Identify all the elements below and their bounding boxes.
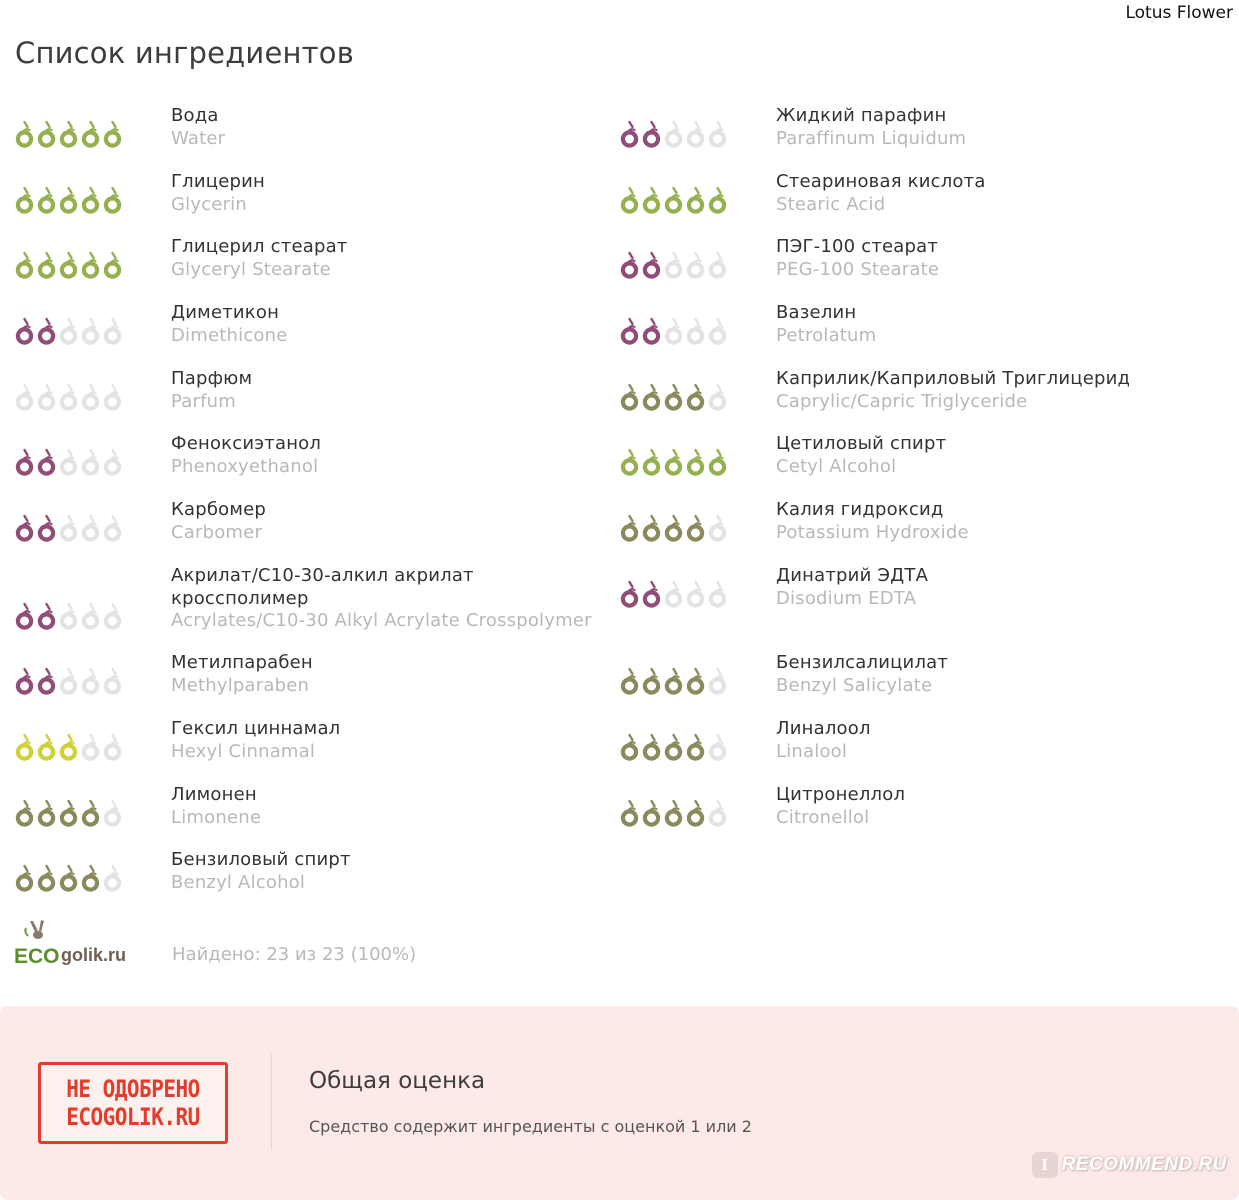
ingredient-name-ru-line2: кроссполимер (171, 587, 309, 609)
droplet-rating-icon (685, 580, 706, 608)
ingredient-name-ru: Линалоол (776, 718, 871, 739)
ingredient-rating (619, 797, 731, 827)
droplet-rating-icon (663, 514, 684, 542)
droplet-rating-icon (36, 602, 57, 630)
ingredient-rating (14, 665, 126, 695)
droplet-rating-icon (14, 186, 35, 214)
ingredient-name-ru: Каприлик/Каприловый Триглицерид (776, 368, 1131, 389)
ingredient-name-en: Hexyl Cinnamal (171, 740, 316, 762)
ingredient-name-en: Petrolatum (776, 324, 877, 346)
droplet-rating-icon (80, 317, 101, 345)
droplet-rating-icon (685, 448, 706, 476)
ingredient-name-en: Methylparaben (171, 674, 310, 696)
ingredient-name-ru: Глицерин (171, 171, 265, 192)
page-title: Список ингредиентов (15, 36, 354, 70)
ingredient-name-ru: Цитронеллол (776, 784, 906, 805)
droplet-rating-icon (36, 799, 57, 827)
droplet-rating-icon (36, 251, 57, 279)
droplet-rating-icon (102, 667, 123, 695)
ingredient-name-en: Linalool (776, 740, 848, 762)
droplet-rating-icon (14, 864, 35, 892)
droplet-rating-icon (102, 864, 123, 892)
droplet-rating-icon (80, 864, 101, 892)
droplet-rating-icon (707, 120, 728, 148)
ingredient-name-ru: Калия гидроксид (776, 499, 944, 520)
ecogolik-logo[interactable] (14, 918, 154, 968)
droplet-rating-icon (14, 667, 35, 695)
not-approved-stamp: НЕ ОДОБРЕНО ECOGOLIK.RU (38, 1062, 228, 1144)
droplet-rating-icon (641, 120, 662, 148)
ingredient-name-en: Disodium EDTA (776, 587, 917, 609)
ingredient-rating (619, 249, 731, 279)
droplet-rating-icon (641, 667, 662, 695)
ingredient-name-ru: Бензиловый спирт (171, 849, 351, 870)
ingredient-name-en: Glyceryl Stearate (171, 258, 331, 280)
droplet-rating-icon (707, 448, 728, 476)
ingredient-name-en: Parfum (171, 390, 236, 412)
ingredient-name-en: Stearic Acid (776, 193, 886, 215)
droplet-rating-icon (36, 120, 57, 148)
droplet-rating-icon (663, 667, 684, 695)
ingredient-rating (619, 381, 731, 411)
droplet-rating-icon (641, 383, 662, 411)
droplet-rating-icon (14, 733, 35, 761)
droplet-rating-icon (80, 667, 101, 695)
divider (271, 1054, 272, 1150)
droplet-rating-icon (663, 383, 684, 411)
droplet-rating-icon (707, 733, 728, 761)
droplet-rating-icon (663, 580, 684, 608)
droplet-rating-icon (36, 186, 57, 214)
droplet-rating-icon (707, 580, 728, 608)
droplet-rating-icon (619, 186, 640, 214)
droplet-rating-icon (58, 383, 79, 411)
ingredient-name-ru: Феноксиэтанол (171, 433, 322, 454)
droplet-rating-icon (619, 799, 640, 827)
droplet-rating-icon (36, 448, 57, 476)
droplet-rating-icon (58, 448, 79, 476)
ingredient-rating (14, 862, 126, 892)
droplet-rating-icon (80, 799, 101, 827)
verdict-title: Общая оценка (309, 1068, 486, 1094)
ingredient-rating (14, 381, 126, 411)
droplet-rating-icon (58, 602, 79, 630)
droplet-rating-icon (102, 251, 123, 279)
ingredient-rating (619, 315, 731, 345)
ingredient-rating (619, 446, 731, 476)
droplet-rating-icon (641, 514, 662, 542)
ingredient-rating (619, 512, 731, 542)
droplet-rating-icon (685, 317, 706, 345)
droplet-rating-icon (14, 602, 35, 630)
droplet-rating-icon (641, 733, 662, 761)
droplet-rating-icon (14, 799, 35, 827)
droplet-rating-icon (707, 667, 728, 695)
droplet-rating-icon (619, 251, 640, 279)
ingredient-name-en: Water (171, 127, 226, 149)
droplet-rating-icon (663, 733, 684, 761)
droplet-rating-icon (641, 317, 662, 345)
ingredient-name-ru: Диметикон (171, 302, 280, 323)
ingredient-name-en: Limonene (171, 806, 262, 828)
droplet-rating-icon (58, 317, 79, 345)
droplet-rating-icon (707, 186, 728, 214)
droplet-rating-icon (685, 514, 706, 542)
ingredient-name-en: Dimethicone (171, 324, 288, 346)
droplet-rating-icon (619, 733, 640, 761)
droplet-rating-icon (36, 317, 57, 345)
ingredient-name-ru: Стеариновая кислота (776, 171, 986, 192)
ingredient-name-ru: Парфюм (171, 368, 253, 389)
droplet-rating-icon (80, 602, 101, 630)
droplet-rating-icon (36, 864, 57, 892)
watermark-text: RECOMMEND.RU (1061, 1154, 1227, 1175)
droplet-rating-icon (102, 733, 123, 761)
ingredient-name-ru: Лимонен (171, 784, 257, 805)
droplet-rating-icon (685, 733, 706, 761)
droplet-rating-icon (36, 667, 57, 695)
ingredient-name-en: PEG-100 Stearate (776, 258, 940, 280)
verdict-description: Средство содержит ингредиенты с оценкой 1 или 2 (309, 1117, 752, 1136)
droplet-rating-icon (641, 251, 662, 279)
droplet-rating-icon (619, 383, 640, 411)
droplet-rating-icon (58, 120, 79, 148)
ingredient-rating (619, 578, 731, 608)
ingredient-name-ru: Жидкий парафин (776, 105, 947, 126)
droplet-rating-icon (707, 317, 728, 345)
droplet-rating-icon (80, 383, 101, 411)
droplet-rating-icon (619, 667, 640, 695)
ingredient-name-ru: Вазелин (776, 302, 857, 323)
droplet-rating-icon (102, 383, 123, 411)
droplet-rating-icon (685, 120, 706, 148)
droplet-rating-icon (36, 383, 57, 411)
droplet-rating-icon (14, 448, 35, 476)
ingredient-rating (14, 315, 126, 345)
ingredient-name-ru: Цетиловый спирт (776, 433, 947, 454)
droplet-rating-icon (58, 514, 79, 542)
ingredient-rating (14, 797, 126, 827)
ingredient-rating (14, 512, 126, 542)
ingredient-name-en: Potassium Hydroxide (776, 521, 969, 543)
droplet-rating-icon (80, 733, 101, 761)
ingredient-rating (14, 731, 126, 761)
droplet-rating-icon (102, 448, 123, 476)
recommend-badge-icon: I (1032, 1152, 1058, 1178)
droplet-rating-icon (619, 580, 640, 608)
droplet-rating-icon (102, 120, 123, 148)
droplet-rating-icon (619, 120, 640, 148)
droplet-rating-icon (641, 799, 662, 827)
droplet-rating-icon (14, 120, 35, 148)
droplet-rating-icon (14, 251, 35, 279)
droplet-rating-icon (619, 317, 640, 345)
droplet-rating-icon (641, 186, 662, 214)
droplet-rating-icon (58, 799, 79, 827)
droplet-rating-icon (685, 251, 706, 279)
ingredient-name-en: Carbomer (171, 521, 263, 543)
ingredient-name-ru: Вода (171, 105, 219, 126)
droplet-rating-icon (14, 317, 35, 345)
ingredient-rating (619, 184, 731, 214)
ingredient-name-ru: Динатрий ЭДТА (776, 565, 929, 586)
ingredient-name-en: Paraffinum Liquidum (776, 127, 967, 149)
droplet-rating-icon (80, 186, 101, 214)
ingredient-name-ru: Глицерил стеарат (171, 236, 348, 257)
droplet-rating-icon (80, 448, 101, 476)
droplet-rating-icon (58, 251, 79, 279)
droplet-rating-icon (707, 251, 728, 279)
droplet-rating-icon (685, 383, 706, 411)
droplet-rating-icon (102, 799, 123, 827)
ingredient-name-ru: ПЭГ-100 стеарат (776, 236, 939, 257)
droplet-rating-icon (58, 864, 79, 892)
ingredient-name-en: Acrylates/C10-30 Alkyl Acrylate Crosspolymer (171, 610, 592, 631)
svg-text:ECO: ECO (14, 945, 60, 968)
droplet-rating-icon (102, 317, 123, 345)
droplet-rating-icon (707, 383, 728, 411)
ingredient-name-ru: Метилпарабен (171, 652, 313, 673)
ingredient-name-en: Caprylic/Capric Triglyceride (776, 390, 1028, 412)
droplet-rating-icon (685, 186, 706, 214)
droplet-rating-icon (707, 514, 728, 542)
ingredient-name-en: Glycerin (171, 193, 247, 215)
droplet-rating-icon (663, 186, 684, 214)
recommend-watermark (1032, 1152, 1227, 1178)
ingredient-rating (619, 665, 731, 695)
svg-text:golik.ru: golik.ru (61, 945, 127, 965)
droplet-rating-icon (641, 580, 662, 608)
droplet-rating-icon (36, 514, 57, 542)
droplet-rating-icon (58, 733, 79, 761)
ingredient-name-ru: Гексил циннамал (171, 718, 341, 739)
ingredient-rating (14, 118, 126, 148)
droplet-rating-icon (102, 514, 123, 542)
ingredient-rating (14, 249, 126, 279)
droplet-rating-icon (58, 186, 79, 214)
droplet-rating-icon (80, 514, 101, 542)
droplet-rating-icon (80, 120, 101, 148)
droplet-rating-icon (641, 448, 662, 476)
ingredient-name-ru: Бензилсалицилат (776, 652, 949, 673)
ingredient-rating (619, 731, 731, 761)
droplet-rating-icon (663, 799, 684, 827)
droplet-rating-icon (80, 251, 101, 279)
ingredient-name-ru: Акрилат/C10-30-алкил акрилат (171, 565, 474, 586)
ingredient-rating (14, 446, 126, 476)
droplet-rating-icon (14, 514, 35, 542)
ingredient-rating (14, 600, 126, 630)
droplet-rating-icon (663, 448, 684, 476)
droplet-rating-icon (619, 514, 640, 542)
ingredient-rating (619, 118, 731, 148)
droplet-rating-icon (619, 448, 640, 476)
brand-name: Lotus Flower (1125, 3, 1233, 23)
ingredient-rating (14, 184, 126, 214)
found-count: Найдено: 23 из 23 (100%) (172, 944, 417, 965)
ingredient-name-en: Citronellol (776, 806, 870, 828)
droplet-rating-icon (685, 799, 706, 827)
droplet-rating-icon (36, 733, 57, 761)
droplet-rating-icon (14, 383, 35, 411)
ingredient-name-ru: Карбомер (171, 499, 267, 520)
droplet-rating-icon (102, 602, 123, 630)
droplet-rating-icon (685, 667, 706, 695)
rabbit-icon (25, 920, 44, 939)
ingredient-name-en: Benzyl Alcohol (171, 871, 306, 893)
droplet-rating-icon (707, 799, 728, 827)
droplet-rating-icon (663, 317, 684, 345)
ingredient-name-en: Phenoxyethanol (171, 455, 319, 477)
droplet-rating-icon (663, 120, 684, 148)
ingredient-name-en: Benzyl Salicylate (776, 674, 933, 696)
ingredient-name-en: Cetyl Alcohol (776, 455, 897, 477)
droplet-rating-icon (102, 186, 123, 214)
droplet-rating-icon (58, 667, 79, 695)
droplet-rating-icon (663, 251, 684, 279)
